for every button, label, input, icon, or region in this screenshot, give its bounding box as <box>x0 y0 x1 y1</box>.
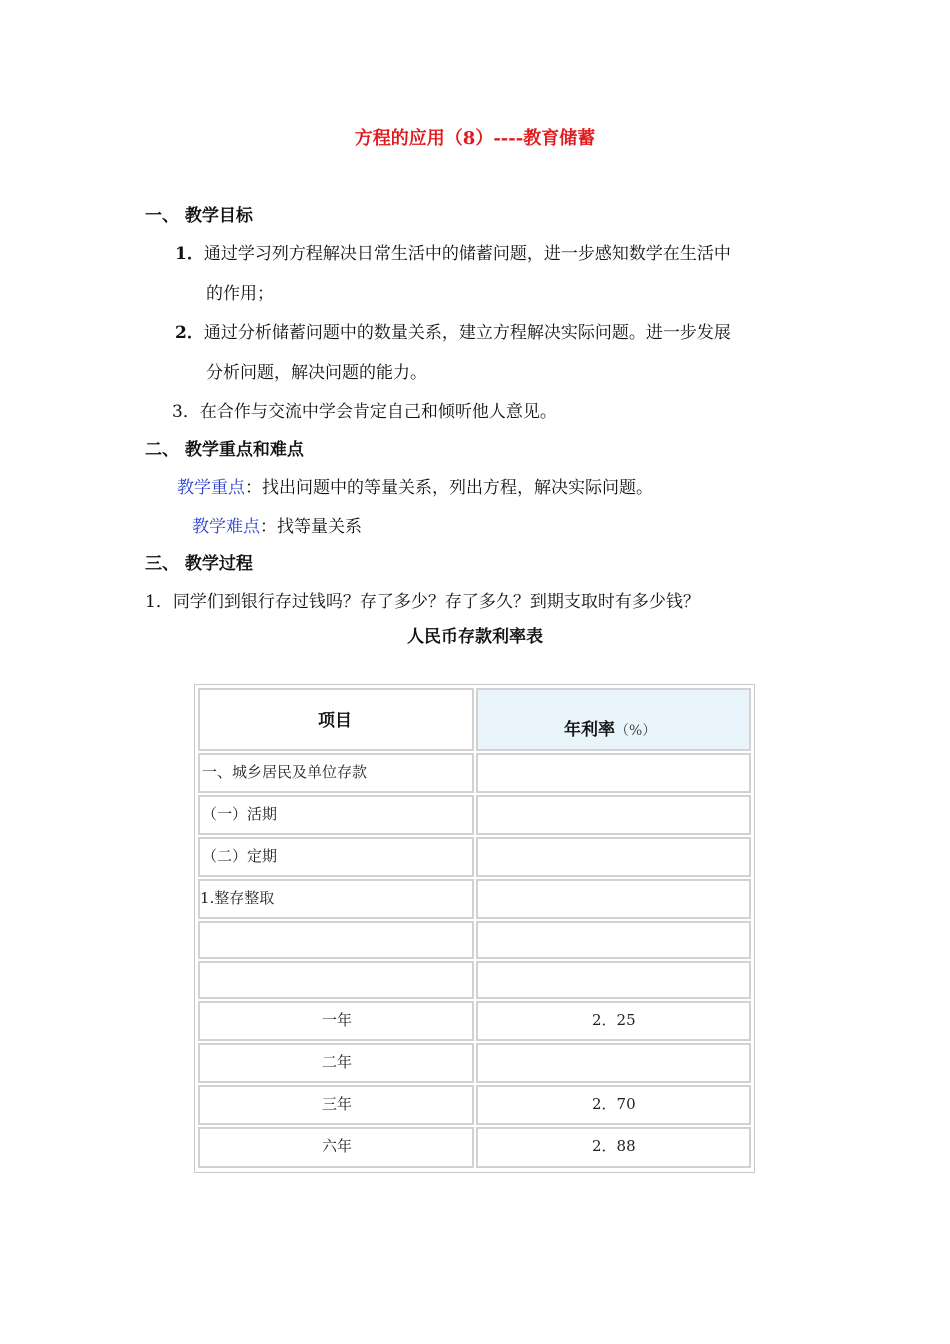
table-row-3-rate <box>476 837 751 877</box>
objective-item-3 <box>172 397 557 422</box>
section-heading-key-points: 二、 教学重点和难点 <box>145 440 304 460</box>
objective-number: 3． <box>172 402 200 422</box>
rate-table <box>194 684 755 1173</box>
table-row-2-rate <box>476 795 751 835</box>
table-row-5-rate <box>476 921 751 959</box>
table-row-4-item: 1.整存整取 <box>198 879 474 919</box>
table-row-9-rate: 2．70 <box>476 1085 751 1125</box>
objective-text: 通过分析储蓄问题中的数量关系，建立方程解决实际问题。进一步发展 <box>203 323 731 343</box>
difficulty-line <box>192 512 362 537</box>
table-row-6-rate <box>476 961 751 999</box>
table-row-8-item: 二年 <box>198 1043 474 1083</box>
table-row-10-item: 六年 <box>198 1127 474 1168</box>
table-row-5-item <box>198 921 474 959</box>
section-heading-objectives: 一、 教学目标 <box>145 206 253 226</box>
table-row-1-item: 一、城乡居民及单位存款 <box>198 753 474 793</box>
table-row-10-rate: 2．88 <box>476 1127 751 1168</box>
table-row-1-rate <box>476 753 751 793</box>
objective-item-1-cont: 的作用； <box>206 284 274 304</box>
difficulty-label: 教学难点 <box>192 517 260 537</box>
objective-item-2 <box>175 318 731 343</box>
table-row-9-item: 三年 <box>198 1085 474 1125</box>
objective-number: 1． <box>175 244 204 264</box>
table-header-rate-label: 年利率（%） <box>564 720 657 740</box>
table-row-7-rate: 2．25 <box>476 1001 751 1041</box>
table-row-3-item: （二）定期 <box>198 837 474 877</box>
difficulty-text: ：找等量关系 <box>260 517 362 537</box>
objective-text: 在合作与交流中学会肯定自己和倾听他人意见。 <box>199 402 557 422</box>
table-row-7-item: 一年 <box>198 1001 474 1041</box>
table-header-item-label: 项目 <box>318 711 352 731</box>
table-row-8-rate <box>476 1043 751 1083</box>
objective-item-1 <box>175 239 731 264</box>
objective-text: 通过学习列方程解决日常生活中的储蓄问题，进一步感知数学在生活中 <box>203 244 731 264</box>
table-row-2-item: （一）活期 <box>198 795 474 835</box>
document-title: 方程的应用（8）----教育储蓄 <box>354 128 596 149</box>
objective-number: 2． <box>175 323 204 343</box>
section-heading-process: 三、 教学过程 <box>145 554 253 574</box>
table-row-6-item <box>198 961 474 999</box>
table-row-4-rate <box>476 879 751 919</box>
process-question-1: 1．同学们到银行存过钱吗？存了多少？存了多久？到期支取时有多少钱？ <box>145 592 700 612</box>
key-point-text: ：找出问题中的等量关系，列出方程，解决实际问题。 <box>245 478 653 498</box>
table-header-rate <box>476 688 751 751</box>
objective-item-2-cont: 分析问题，解决问题的能力。 <box>206 363 427 383</box>
key-point-line <box>177 473 653 498</box>
rate-table-title: 人民币存款利率表 <box>407 627 543 647</box>
table-header-item <box>198 688 474 751</box>
key-point-label: 教学重点 <box>177 478 245 498</box>
